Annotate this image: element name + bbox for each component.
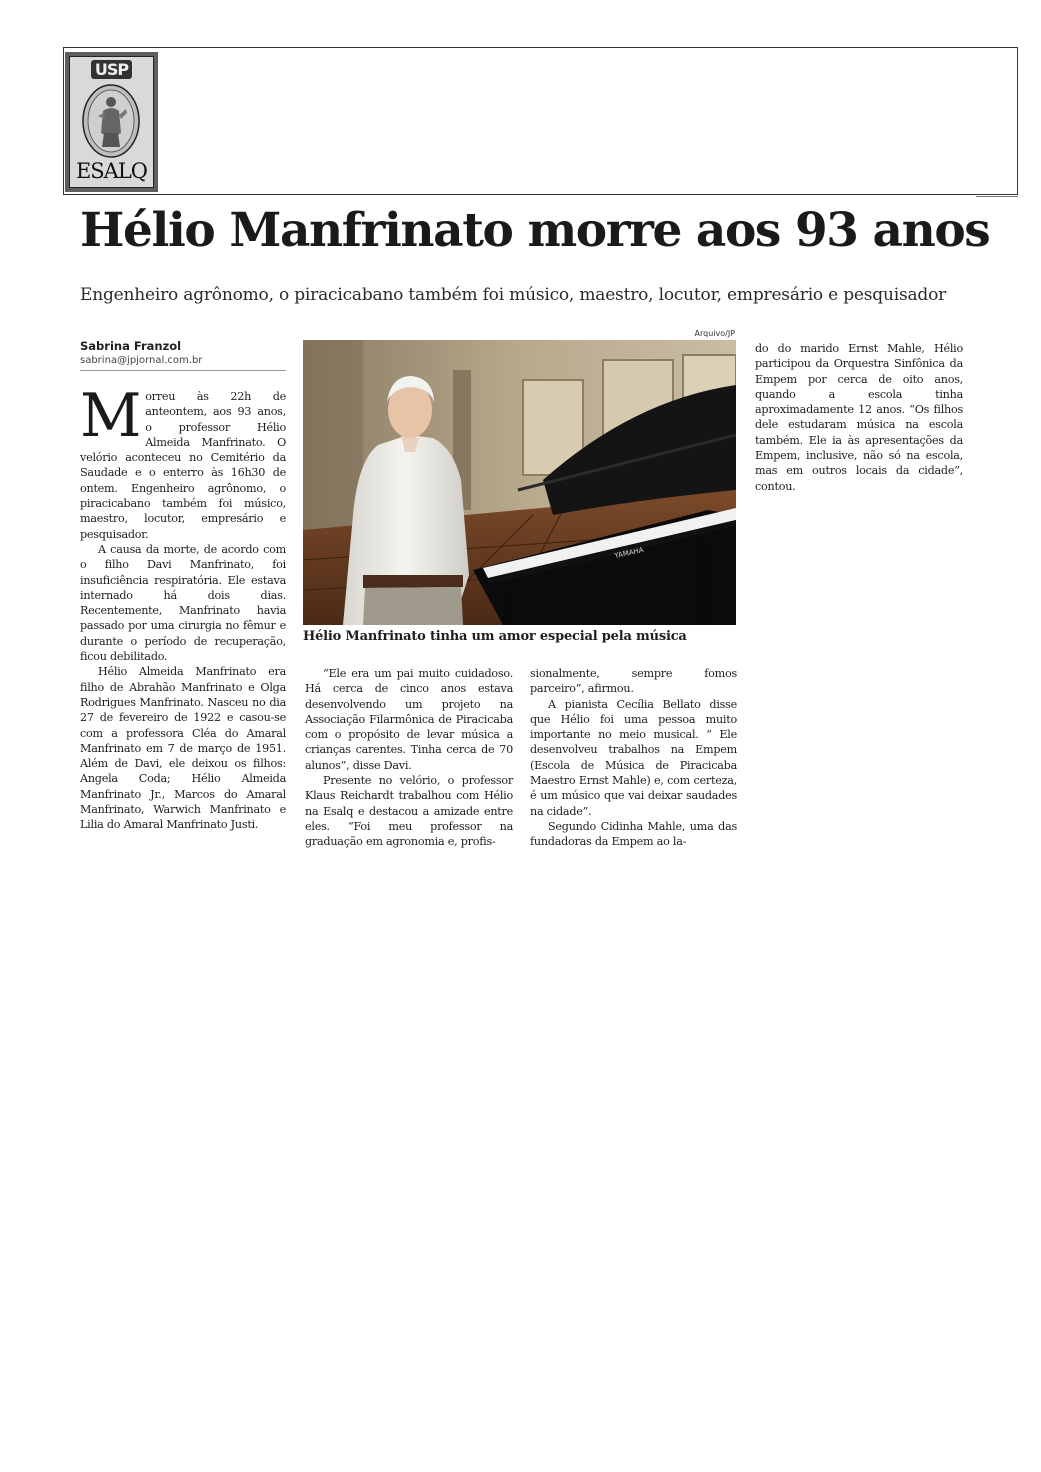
photo-caption: Hélio Manfrinato tinha um amor especial pela música: [303, 629, 687, 644]
paragraph: Segundo Cidinha Mahle, uma das fundadoras da Empem ao la-: [530, 819, 737, 849]
usp-esalq-logo: [65, 52, 158, 192]
author-email[interactable]: sabrina@jpjornal.com.br: [80, 355, 203, 366]
paragraph: “Ele era um pai muito cuidadoso. Há cerca de cinco anos estava desenvolvendo um projeto na Associação Filarmônica de Piracicaba com o propósito de levar música a crianças carentes. Tinha cerca de 70 alunos”, disse Davi.: [305, 667, 513, 772]
drop-cap: M: [80, 381, 142, 451]
logo-esalq-text: ESALQ: [75, 159, 148, 183]
logo-usp-text: USP: [70, 60, 153, 79]
seal-figure-icon: [81, 83, 141, 159]
paragraph: Presente no velório, o professor Klaus Reichardt trabalhou com Hélio na Esalq e destacou a amizade entre eles. “Foi meu professor na graduação em agronomia e, profis-: [305, 774, 513, 849]
article-column-1: [80, 381, 286, 833]
piano-brand: YAMAHA: [613, 546, 645, 560]
header-rule: [976, 196, 1018, 197]
author-name: Sabrina Franzol: [80, 339, 182, 353]
paragraph: do do marido Ernst Mahle, Hélio participou da Orquestra Sinfônica da Empem por cerca de oito anos, quando a escola tinha aproximadamente 12 anos. “Os filhos dele estudaram música na escola também. Ele ia às apresentações da Empem, inclusive, não só na escola, mas em outros locais da cidade”, contou.: [755, 342, 963, 493]
paragraph: A causa da morte, de acordo com o filho Davi Manfrinato, foi insuficiência respiratória. Ele estava internado há dois dias. Recentemente, Manfrinato havia passado por uma cirurgia no fêmur e durante o período de recuperação, ficou debilitado.: [80, 542, 286, 664]
article-column-3: [530, 666, 737, 850]
paragraph: A pianista Cecília Bellato disse que Hélio foi uma pessoa muito importante no meio musical. “ Ele desenvolveu trabalhos na Empem (Escola de Música de Piracicaba Maestro Ernst Mahle) e, com certeza, é um músico que vai deixar saudades na cidade”.: [530, 697, 737, 818]
article-column-2: [305, 666, 513, 850]
article-title: Hélio Manfrinato morre aos 93 anos: [80, 203, 990, 258]
paragraph: sionalmente, sempre fomos parceiro”, afirmou.: [530, 667, 737, 696]
article-photo: [303, 340, 736, 625]
byline: [80, 339, 286, 371]
paragraph: orreu às 22h de anteontem, aos 93 anos, o professor Hélio Almeida Manfrinato. O velório aconteceu no Cemitério da Saudade e o enterro às 16h30 de ontem. Engenheiro agrônomo, o piracicabano também foi músico, maestro, locutor, empresário e pesquisador.: [80, 390, 286, 541]
article-column-4: [755, 341, 963, 494]
byline-divider: [80, 370, 286, 371]
paragraph: Hélio Almeida Manfrinato era filho de Abrahão Manfrinato e Olga Rodrigues Manfrinato. Nasceu no dia 27 de fevereiro de 1922 e casou-se com a professora Cléa do Amaral Manfrinato em 7 de março de 1951. Além de Davi, ele deixou os filhos: Angela Coda; Hélio Almeida Manfrinato Jr., Marcos do Amaral Manfrinato, Warwich Manfrinato e Lilia do Amaral Manfrinato Justi.: [80, 665, 286, 832]
header-frame: [63, 47, 1018, 195]
article-subtitle: Engenheiro agrônomo, o piracicabano também foi músico, maestro, locutor, empresário e pesquisador: [80, 285, 947, 305]
photo-credit: Arquivo/JP: [694, 329, 735, 338]
